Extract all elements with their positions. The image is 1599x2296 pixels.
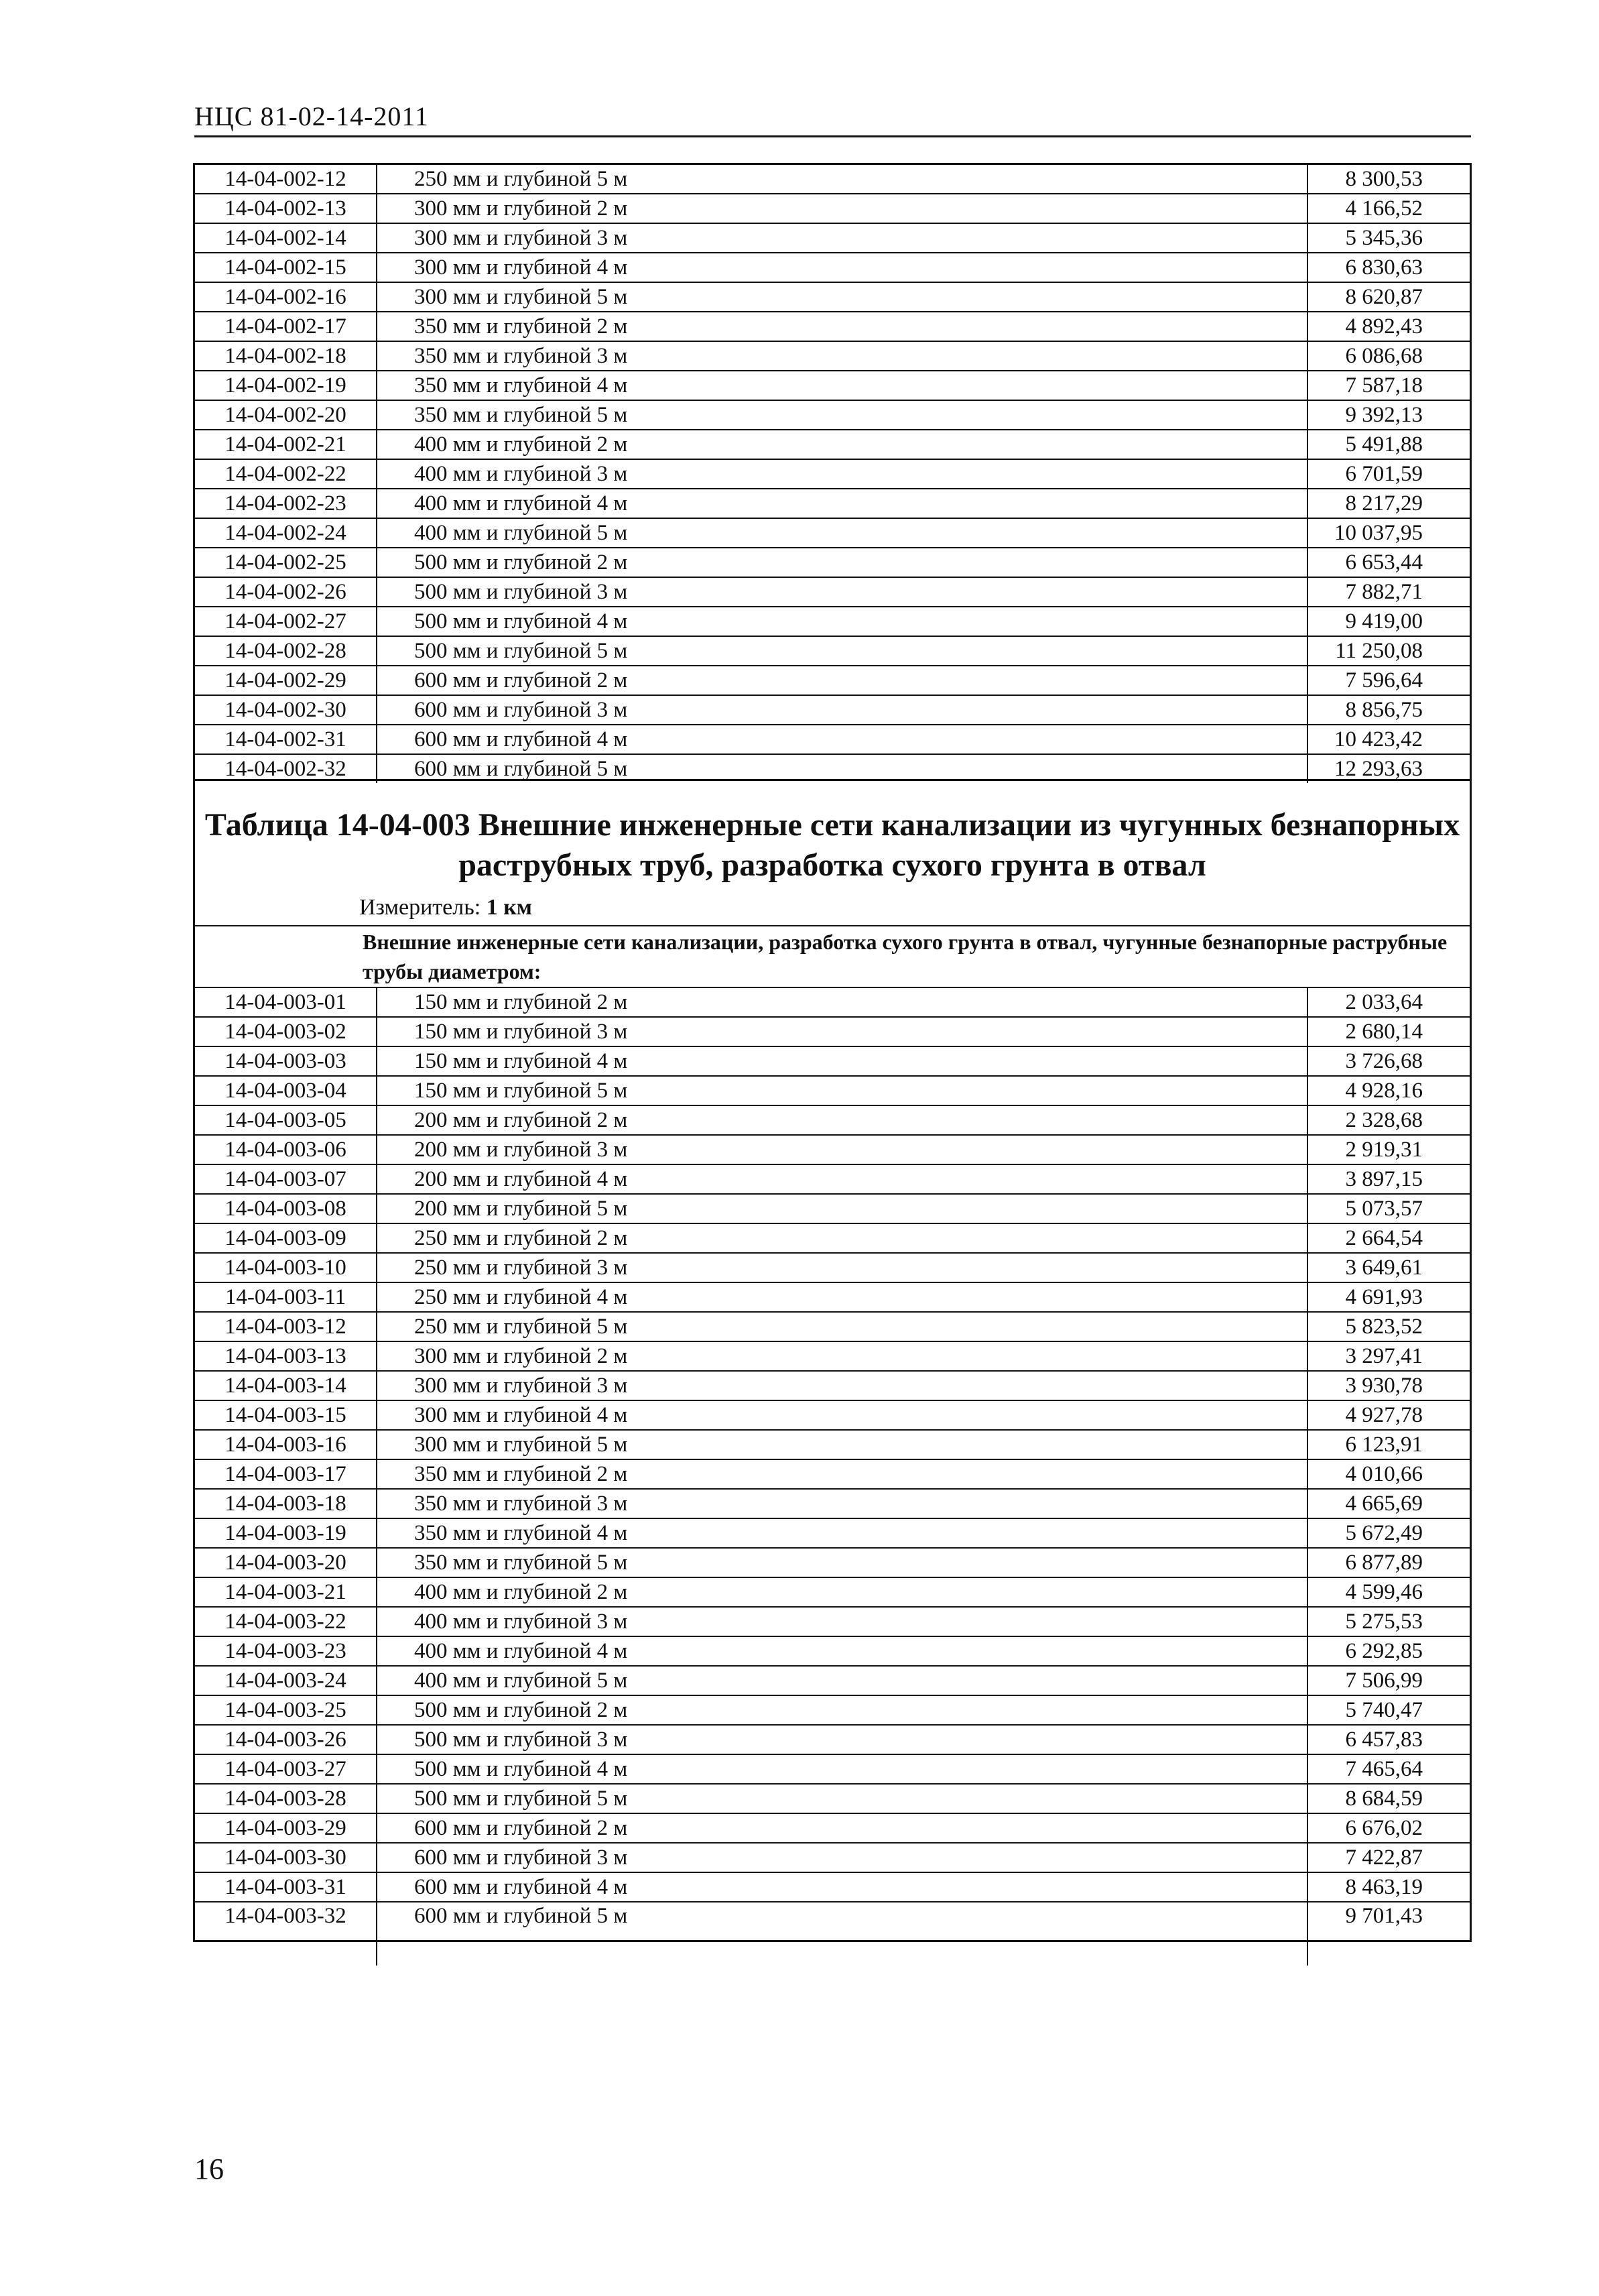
- row-price: 6 830,63: [1307, 253, 1470, 282]
- row-description: 300 мм и глубиной 5 м: [377, 1430, 1307, 1459]
- table-row: [195, 518, 1470, 548]
- row-price: 8 300,53: [1307, 165, 1470, 194]
- row-price: 5 740,47: [1307, 1695, 1470, 1725]
- table-row: [195, 194, 1470, 223]
- row-price: 8 856,75: [1307, 695, 1470, 725]
- row-description: 200 мм и глубиной 4 м: [377, 1164, 1307, 1194]
- row-description: 200 мм и глубиной 2 м: [377, 1105, 1307, 1135]
- row-description: 600 мм и глубиной 5 м: [377, 754, 1307, 783]
- table-row: [195, 1253, 1470, 1282]
- table-row: [195, 1135, 1470, 1164]
- row-description: 500 мм и глубиной 4 м: [377, 1754, 1307, 1784]
- table-row: [195, 312, 1470, 341]
- row-price: 5 275,53: [1307, 1607, 1470, 1636]
- row-description: 350 мм и глубиной 5 м: [377, 400, 1307, 430]
- row-price: 7 465,64: [1307, 1754, 1470, 1784]
- table-row: [195, 1784, 1470, 1813]
- row-description: 600 мм и глубиной 2 м: [377, 1813, 1307, 1843]
- table-row: [195, 1223, 1470, 1253]
- row-price: 6 877,89: [1307, 1548, 1470, 1577]
- table-description: Внешние инженерные сети канализации, разработка сухого грунта в отвал, чугунные безнапорные раструбные трубы диаметром:: [363, 930, 1448, 983]
- row-code: 14-04-003-15: [195, 1400, 377, 1430]
- row-code: 14-04-002-25: [195, 548, 377, 577]
- row-code: 14-04-003-07: [195, 1164, 377, 1194]
- table-row: [195, 988, 1470, 1017]
- table-row: [195, 1282, 1470, 1312]
- price-table-14-04-002: [193, 163, 1472, 781]
- table-row: [195, 371, 1470, 400]
- table-row: [195, 1459, 1470, 1489]
- table-row: [195, 1725, 1470, 1754]
- row-code: 14-04-003-19: [195, 1518, 377, 1548]
- table-14-04-003-header: [193, 780, 1472, 989]
- table-row: [195, 282, 1470, 312]
- table-row: [195, 430, 1470, 459]
- table-row: [195, 1695, 1470, 1725]
- row-price: 6 123,91: [1307, 1430, 1470, 1459]
- row-price: 4 010,66: [1307, 1459, 1470, 1489]
- header-divider: [195, 925, 1470, 926]
- table-row: [195, 1843, 1470, 1872]
- table-row: [195, 1577, 1470, 1607]
- row-code: 14-04-003-25: [195, 1695, 377, 1725]
- table-row: [195, 223, 1470, 253]
- row-description: 300 мм и глубиной 2 м: [377, 1341, 1307, 1371]
- table-row: [195, 1341, 1470, 1371]
- row-price: 4 599,46: [1307, 1577, 1470, 1607]
- row-code: 14-04-003-03: [195, 1046, 377, 1076]
- row-price: 3 897,15: [1307, 1164, 1470, 1194]
- table-row: [195, 1607, 1470, 1636]
- row-description: 250 мм и глубиной 3 м: [377, 1253, 1307, 1282]
- row-code: 14-04-002-24: [195, 518, 377, 548]
- table-title: Таблица 14-04-003 Внешние инженерные сети канализации из чугунных безнапорных раструбных труб, разработка сухого грунта в отвал: [204, 807, 1460, 883]
- row-code: 14-04-003-29: [195, 1813, 377, 1843]
- table-row: [195, 341, 1470, 371]
- table-row: [195, 1046, 1470, 1076]
- row-price: 5 491,88: [1307, 430, 1470, 459]
- row-price: 4 691,93: [1307, 1282, 1470, 1312]
- row-price: 10 037,95: [1307, 518, 1470, 548]
- row-price: 5 345,36: [1307, 223, 1470, 253]
- table-row: [195, 754, 1470, 783]
- row-price: 3 930,78: [1307, 1371, 1470, 1400]
- row-description: 400 мм и глубиной 2 м: [377, 430, 1307, 459]
- row-price: 3 726,68: [1307, 1046, 1470, 1076]
- table-row: [195, 400, 1470, 430]
- table-row: [195, 1164, 1470, 1194]
- row-price: 5 073,57: [1307, 1194, 1470, 1223]
- table-row: [195, 1430, 1470, 1459]
- table-row: [195, 1017, 1470, 1046]
- row-description: 150 мм и глубиной 5 м: [377, 1076, 1307, 1105]
- row-price: 7 882,71: [1307, 577, 1470, 607]
- row-description: 400 мм и глубиной 4 м: [377, 489, 1307, 518]
- row-description: 350 мм и глубиной 4 м: [377, 371, 1307, 400]
- table-row: [195, 1105, 1470, 1135]
- table-row: [195, 1312, 1470, 1341]
- row-code: 14-04-002-30: [195, 695, 377, 725]
- row-code: 14-04-003-02: [195, 1017, 377, 1046]
- table-row: [195, 607, 1470, 636]
- table-row: [195, 577, 1470, 607]
- table-row: [195, 1076, 1470, 1105]
- header-rule: [194, 135, 1471, 137]
- table-row: [195, 459, 1470, 489]
- row-code: 14-04-003-11: [195, 1282, 377, 1312]
- row-description: 350 мм и глубиной 3 м: [377, 1489, 1307, 1518]
- row-description: 400 мм и глубиной 5 м: [377, 1666, 1307, 1695]
- row-description: 300 мм и глубиной 3 м: [377, 223, 1307, 253]
- row-price: 6 292,85: [1307, 1636, 1470, 1666]
- table-row: [195, 1548, 1470, 1577]
- row-code: 14-04-002-20: [195, 400, 377, 430]
- table-row: [195, 1489, 1470, 1518]
- table-row: [195, 165, 1470, 194]
- row-price: 6 086,68: [1307, 341, 1470, 371]
- row-price: 11 250,08: [1307, 636, 1470, 666]
- row-code: 14-04-002-19: [195, 371, 377, 400]
- row-description: 600 мм и глубиной 4 м: [377, 1872, 1307, 1902]
- table-row: [195, 1194, 1470, 1223]
- row-code: 14-04-003-26: [195, 1725, 377, 1754]
- page-number: 16: [194, 2153, 224, 2185]
- row-code: 14-04-002-29: [195, 666, 377, 695]
- row-code: 14-04-003-18: [195, 1489, 377, 1518]
- row-description: 350 мм и глубиной 4 м: [377, 1518, 1307, 1548]
- row-description: 300 мм и глубиной 5 м: [377, 282, 1307, 312]
- row-description: 400 мм и глубиной 4 м: [377, 1636, 1307, 1666]
- row-code: 14-04-002-12: [195, 165, 377, 194]
- row-description: 500 мм и глубиной 3 м: [377, 1725, 1307, 1754]
- row-price: 7 506,99: [1307, 1666, 1470, 1695]
- row-code: 14-04-003-09: [195, 1223, 377, 1253]
- row-description: 500 мм и глубиной 4 м: [377, 607, 1307, 636]
- row-code: 14-04-002-31: [195, 725, 377, 754]
- row-price: 9 701,43: [1307, 1902, 1470, 1966]
- row-description: 400 мм и глубиной 5 м: [377, 518, 1307, 548]
- table-row: [195, 489, 1470, 518]
- row-code: 14-04-002-21: [195, 430, 377, 459]
- row-price: 6 701,59: [1307, 459, 1470, 489]
- row-code: 14-04-002-13: [195, 194, 377, 223]
- row-description: 300 мм и глубиной 4 м: [377, 253, 1307, 282]
- row-price: 4 892,43: [1307, 312, 1470, 341]
- table-row: [195, 1813, 1470, 1843]
- row-description: 600 мм и глубиной 4 м: [377, 725, 1307, 754]
- row-description: 500 мм и глубиной 3 м: [377, 577, 1307, 607]
- table-row: [195, 695, 1470, 725]
- row-description: 350 мм и глубиной 5 м: [377, 1548, 1307, 1577]
- row-price: 2 680,14: [1307, 1017, 1470, 1046]
- row-code: 14-04-003-08: [195, 1194, 377, 1223]
- row-description: 300 мм и глубиной 2 м: [377, 194, 1307, 223]
- row-code: 14-04-003-31: [195, 1872, 377, 1902]
- row-description: 400 мм и глубиной 3 м: [377, 459, 1307, 489]
- row-price: 7 587,18: [1307, 371, 1470, 400]
- row-code: 14-04-002-28: [195, 636, 377, 666]
- row-price: 8 463,19: [1307, 1872, 1470, 1902]
- row-code: 14-04-002-32: [195, 754, 377, 783]
- row-price: 7 422,87: [1307, 1843, 1470, 1872]
- row-code: 14-04-002-23: [195, 489, 377, 518]
- row-price: 4 927,78: [1307, 1400, 1470, 1430]
- row-code: 14-04-003-23: [195, 1636, 377, 1666]
- row-code: 14-04-002-16: [195, 282, 377, 312]
- row-code: 14-04-003-32: [195, 1902, 377, 1966]
- row-code: 14-04-003-01: [195, 988, 377, 1017]
- row-price: 8 684,59: [1307, 1784, 1470, 1813]
- row-code: 14-04-003-22: [195, 1607, 377, 1636]
- table-row: [195, 1636, 1470, 1666]
- row-description: 600 мм и глубиной 3 м: [377, 695, 1307, 725]
- row-code: 14-04-002-14: [195, 223, 377, 253]
- row-code: 14-04-002-27: [195, 607, 377, 636]
- row-price: 8 217,29: [1307, 489, 1470, 518]
- table-row: [195, 253, 1470, 282]
- table-row: [195, 666, 1470, 695]
- row-price: 4 166,52: [1307, 194, 1470, 223]
- row-price: 5 823,52: [1307, 1312, 1470, 1341]
- row-code: 14-04-003-21: [195, 1577, 377, 1607]
- row-price: 9 392,13: [1307, 400, 1470, 430]
- row-code: 14-04-003-12: [195, 1312, 377, 1341]
- row-price: 2 033,64: [1307, 988, 1470, 1017]
- row-code: 14-04-003-13: [195, 1341, 377, 1371]
- unit-label: Измеритель:: [359, 895, 481, 920]
- table-body: [195, 988, 1470, 1966]
- row-description: 600 мм и глубиной 5 м: [377, 1902, 1307, 1966]
- table-row: [195, 725, 1470, 754]
- row-price: 7 596,64: [1307, 666, 1470, 695]
- row-code: 14-04-003-17: [195, 1459, 377, 1489]
- table-rows-14-04-003: [195, 988, 1470, 1966]
- price-table-14-04-003: [193, 987, 1472, 1942]
- row-description: 500 мм и глубиной 5 м: [377, 1784, 1307, 1813]
- row-price: 5 672,49: [1307, 1518, 1470, 1548]
- row-description: 200 мм и глубиной 3 м: [377, 1135, 1307, 1164]
- row-code: 14-04-003-14: [195, 1371, 377, 1400]
- row-price: 4 928,16: [1307, 1076, 1470, 1105]
- row-code: 14-04-002-22: [195, 459, 377, 489]
- row-description: 150 мм и глубиной 4 м: [377, 1046, 1307, 1076]
- row-price: 2 664,54: [1307, 1223, 1470, 1253]
- row-code: 14-04-002-26: [195, 577, 377, 607]
- unit-measure: [359, 895, 532, 920]
- table-row: [195, 1666, 1470, 1695]
- row-description: 300 мм и глубиной 3 м: [377, 1371, 1307, 1400]
- row-description: 150 мм и глубиной 2 м: [377, 988, 1307, 1017]
- row-price: 6 653,44: [1307, 548, 1470, 577]
- row-description: 250 мм и глубиной 5 м: [377, 1312, 1307, 1341]
- row-description: 250 мм и глубиной 4 м: [377, 1282, 1307, 1312]
- row-price: 6 676,02: [1307, 1813, 1470, 1843]
- row-price: 8 620,87: [1307, 282, 1470, 312]
- row-price: 3 649,61: [1307, 1253, 1470, 1282]
- row-description: 600 мм и глубиной 3 м: [377, 1843, 1307, 1872]
- unit-value: 1 км: [486, 895, 532, 920]
- table-rows-14-04-002: [195, 165, 1470, 783]
- row-price: 12 293,63: [1307, 754, 1470, 783]
- row-code: 14-04-002-15: [195, 253, 377, 282]
- row-description: 350 мм и глубиной 2 м: [377, 312, 1307, 341]
- row-code: 14-04-002-17: [195, 312, 377, 341]
- row-code: 14-04-002-18: [195, 341, 377, 371]
- row-code: 14-04-003-27: [195, 1754, 377, 1784]
- row-price: 4 665,69: [1307, 1489, 1470, 1518]
- row-description: 350 мм и глубиной 3 м: [377, 341, 1307, 371]
- row-description: 200 мм и глубиной 5 м: [377, 1194, 1307, 1223]
- row-description: 350 мм и глубиной 2 м: [377, 1459, 1307, 1489]
- row-description: 400 мм и глубиной 3 м: [377, 1607, 1307, 1636]
- table-body: [195, 165, 1470, 783]
- row-code: 14-04-003-20: [195, 1548, 377, 1577]
- row-code: 14-04-003-05: [195, 1105, 377, 1135]
- row-code: 14-04-003-06: [195, 1135, 377, 1164]
- row-code: 14-04-003-30: [195, 1843, 377, 1872]
- table-row: [195, 1371, 1470, 1400]
- row-description: 500 мм и глубиной 2 м: [377, 1695, 1307, 1725]
- row-code: 14-04-003-28: [195, 1784, 377, 1813]
- row-description: 250 мм и глубиной 5 м: [377, 165, 1307, 194]
- row-price: 2 919,31: [1307, 1135, 1470, 1164]
- row-code: 14-04-003-10: [195, 1253, 377, 1282]
- row-price: 3 297,41: [1307, 1341, 1470, 1371]
- row-description: 300 мм и глубиной 4 м: [377, 1400, 1307, 1430]
- table-row: [195, 1518, 1470, 1548]
- row-description: 500 мм и глубиной 2 м: [377, 548, 1307, 577]
- document-code: НЦС 81-02-14-2011: [194, 101, 429, 131]
- row-code: 14-04-003-16: [195, 1430, 377, 1459]
- row-price: 6 457,83: [1307, 1725, 1470, 1754]
- row-price: 9 419,00: [1307, 607, 1470, 636]
- row-price: 2 328,68: [1307, 1105, 1470, 1135]
- table-row: [195, 548, 1470, 577]
- row-description: 600 мм и глубиной 2 м: [377, 666, 1307, 695]
- row-code: 14-04-003-24: [195, 1666, 377, 1695]
- table-row: [195, 1872, 1470, 1902]
- table-row: [195, 1400, 1470, 1430]
- row-description: 400 мм и глубиной 2 м: [377, 1577, 1307, 1607]
- table-row: [195, 1902, 1470, 1966]
- table-row: [195, 636, 1470, 666]
- table-row: [195, 1754, 1470, 1784]
- row-code: 14-04-003-04: [195, 1076, 377, 1105]
- row-description: 500 мм и глубиной 5 м: [377, 636, 1307, 666]
- row-price: 10 423,42: [1307, 725, 1470, 754]
- row-description: 150 мм и глубиной 3 м: [377, 1017, 1307, 1046]
- row-description: 250 мм и глубиной 2 м: [377, 1223, 1307, 1253]
